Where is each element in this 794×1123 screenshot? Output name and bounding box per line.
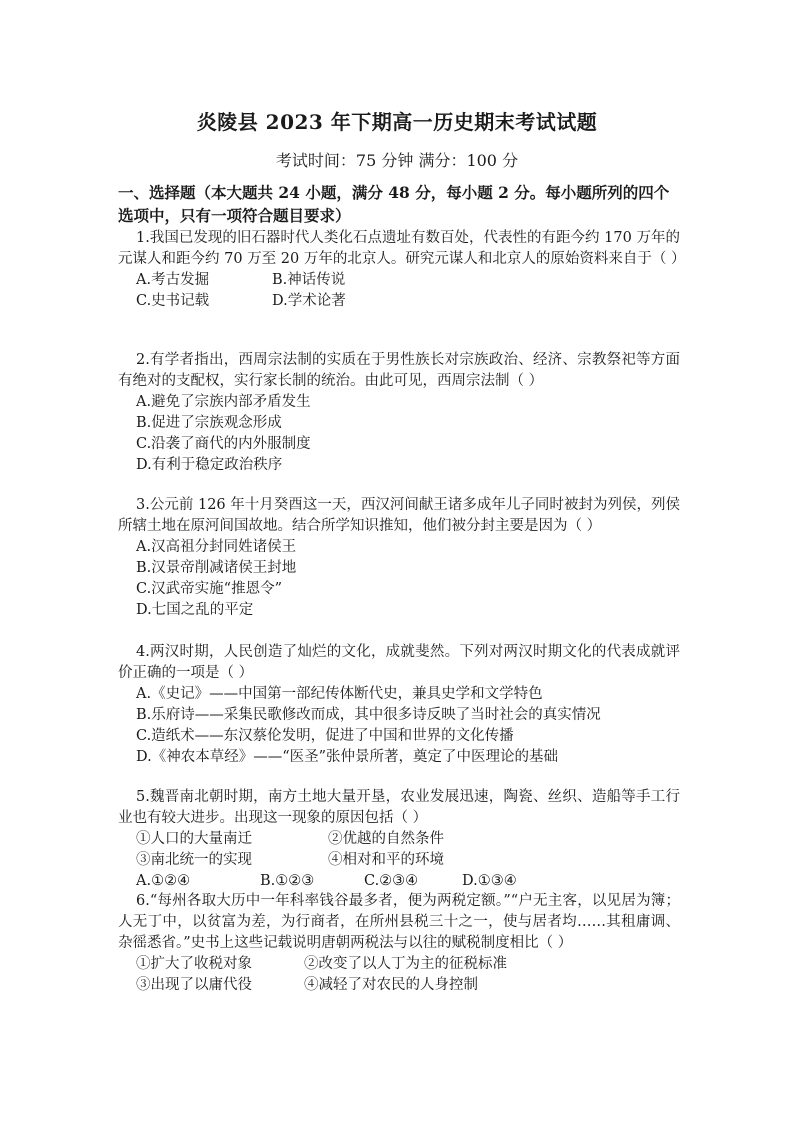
item-3: ③出现了以庸代役 bbox=[136, 977, 252, 993]
item-1: ①人口的大量南迁 bbox=[136, 831, 252, 847]
item-2: ②优越的自然条件 bbox=[328, 831, 444, 847]
option-d: D.七国之乱的平定 bbox=[136, 602, 254, 618]
question-5 bbox=[118, 787, 680, 892]
option-c: C.沿袭了商代的内外服制度 bbox=[136, 436, 311, 452]
option-c: C.史书记载 bbox=[136, 293, 210, 309]
option-d: D.①③④ bbox=[462, 873, 517, 889]
question-stem: 4.两汉时期，人民创造了灿烂的文化，成就斐然。下列对两汉时期文化的代表成就评价正确的一项是（ ） bbox=[118, 644, 680, 681]
option-d: D.《神农本草经》——“医圣”张仲景所著，奠定了中医理论的基础 bbox=[136, 749, 559, 765]
option-b: B.①②③ bbox=[260, 873, 315, 889]
item-4: ④相对和平的环境 bbox=[328, 852, 444, 868]
section-heading: 一、选择题（本大题共 24 小题，满分 48 分，每小题 2 分。每小题所列的四个选项中，只有一项符合题目要求） bbox=[118, 183, 670, 225]
option-d: D.有利于稳定政治秩序 bbox=[136, 457, 283, 473]
item-1: ①扩大了收税对象 bbox=[136, 956, 252, 972]
option-a: A.避免了宗族内部矛盾发生 bbox=[136, 394, 311, 410]
exam-title: 炎陵县 2023 年下期高一历史期末考试试题 bbox=[196, 110, 598, 134]
option-c: C.汉武帝实施“推恩令” bbox=[136, 581, 283, 597]
question-2 bbox=[118, 350, 680, 476]
option-c: C.②③④ bbox=[364, 873, 419, 889]
option-b: B.乐府诗——采集民歌修改而成，其中很多诗反映了当时社会的真实情况 bbox=[136, 707, 601, 723]
option-b: B.神话传说 bbox=[272, 272, 346, 288]
question-4 bbox=[118, 642, 680, 768]
item-4: ④减轻了对农民的人身控制 bbox=[304, 977, 478, 993]
option-b: B.促进了宗族观念形成 bbox=[136, 415, 282, 431]
exam-subtitle: 考试时间：75 分钟 满分：100 分 bbox=[275, 151, 519, 170]
question-stem: 1.我国已发现的旧石器时代人类化石点遗址有数百处，代表性的有距今约 170 万年的元谋人和距今约 70 万至 20 万年的北京人。研究元谋人和北京人的原始资料来自于（ ） bbox=[118, 230, 686, 267]
question-stem: 6.“每州各取大历中一年科率钱谷最多者，便为两税定额。”“户无主客，以见居为簿；人无丁中，以贫富为差，为行商者，在所州县税三十之一，使与居者均……其租庸调、杂徭悉省。”史书上这些记载说明唐朝两税法与以往的赋税制度相比（ ） bbox=[118, 893, 680, 951]
option-a: A.①②④ bbox=[136, 873, 191, 889]
option-a: A.考古发掘 bbox=[136, 272, 210, 288]
option-a: A.《史记》——中国第一部纪传体断代史，兼具史学和文学特色 bbox=[136, 686, 543, 702]
option-b: B.汉景帝削减诸侯王封地 bbox=[136, 560, 297, 576]
option-c: C.造纸术——东汉蔡伦发明，促进了中国和世界的文化传播 bbox=[136, 728, 514, 744]
question-6 bbox=[118, 891, 680, 996]
item-3: ③南北统一的实现 bbox=[136, 852, 252, 868]
question-3 bbox=[118, 495, 680, 621]
question-stem: 2.有学者指出，西周宗法制的实质在于男性族长对宗族政治、经济、宗教祭祀等方面有绝对的支配权，实行家长制的统治。由此可见，西周宗法制（ ） bbox=[118, 352, 680, 389]
item-2: ②改变了以人丁为主的征税标准 bbox=[304, 956, 507, 972]
option-a: A.汉高祖分封同姓诸侯王 bbox=[136, 539, 297, 555]
option-d: D.学术论著 bbox=[272, 293, 346, 309]
question-1 bbox=[118, 228, 686, 312]
question-stem: 3.公元前 126 年十月癸酉这一天，西汉河间献王诸多成年儿子同时被封为列侯，列侯所辖土地在原河间国故地。结合所学知识推知，他们被分封主要是因为（ ） bbox=[118, 497, 680, 534]
question-stem: 5.魏晋南北朝时期，南方土地大量开垦，农业发展迅速，陶瓷、丝织、造船等手工行业也有较大进步。出现这一现象的原因包括（ ） bbox=[118, 789, 680, 826]
